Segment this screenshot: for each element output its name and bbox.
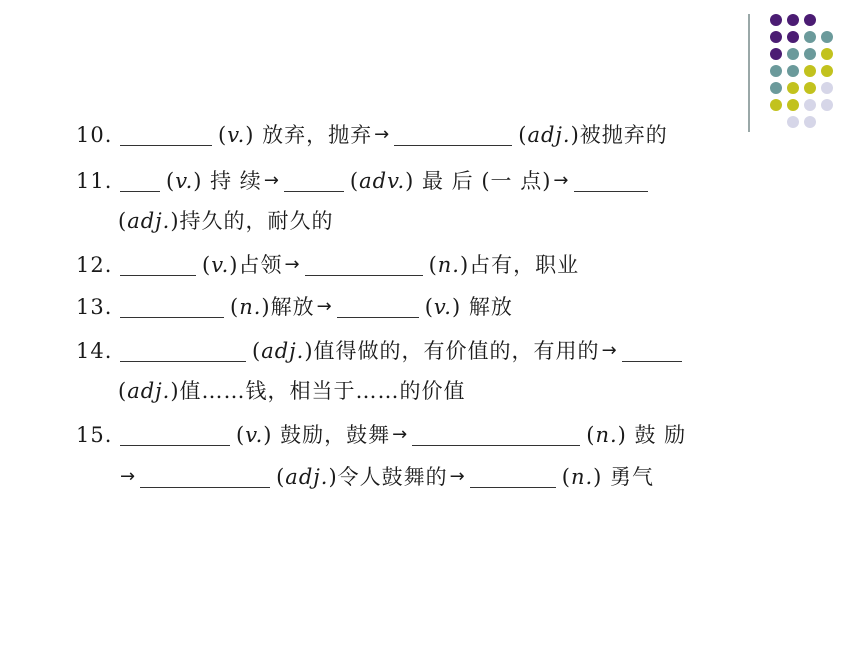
part-of-speech: v. (227, 123, 246, 147)
part-of-speech: v. (245, 423, 264, 447)
item-number: 13. (76, 295, 113, 319)
answer-blank[interactable] (284, 169, 344, 192)
arrow-icon: → (316, 296, 333, 317)
definition-text: )被抛弃的 (570, 123, 668, 147)
decorative-dot (787, 14, 799, 26)
definition-text: ) 鼓 励 (617, 423, 687, 447)
decorative-dot (804, 116, 816, 128)
decorative-dot (770, 82, 782, 94)
arrow-icon: → (553, 170, 570, 191)
definition-text: ) 最 后 (一 点) (405, 169, 552, 193)
exercise-line (76, 244, 579, 278)
part-of-speech: adv. (359, 169, 406, 193)
exercise-line (76, 414, 686, 448)
part-of-speech: v. (175, 169, 194, 193)
decorative-dot (787, 82, 799, 94)
decorative-dot (804, 82, 816, 94)
definition-text: ( (166, 169, 176, 193)
exercise-continuation-line (118, 456, 654, 490)
answer-blank[interactable] (337, 295, 419, 318)
vertical-rule (748, 14, 750, 132)
item-number: 14. (76, 339, 113, 363)
definition-text: )持久的，耐久的 (170, 209, 334, 233)
definition-text: ( (252, 339, 262, 363)
part-of-speech: n. (595, 423, 618, 447)
part-of-speech: n. (239, 295, 262, 319)
answer-blank[interactable] (120, 253, 196, 276)
definition-text: ( (230, 295, 240, 319)
decorative-dot (804, 99, 816, 111)
exercise-line (76, 160, 654, 194)
definition-text: ( (586, 423, 596, 447)
definition-text: ) 解放 (451, 295, 513, 319)
answer-blank[interactable] (140, 465, 270, 488)
exercise-line (76, 286, 513, 320)
definition-text: ) 放弃，抛弃 (245, 123, 373, 147)
answer-blank[interactable] (120, 423, 230, 446)
definition-text: ( (118, 379, 128, 403)
answer-blank[interactable] (622, 339, 682, 362)
decorative-dot (770, 14, 782, 26)
decorative-dot (770, 99, 782, 111)
definition-text: ( (118, 209, 128, 233)
decorative-dot (787, 65, 799, 77)
decorative-dot (787, 31, 799, 43)
definition-text: ) 勇气 (593, 465, 655, 489)
part-of-speech: v. (433, 295, 452, 319)
definition-text: )值……钱，相当于……的价值 (170, 379, 466, 403)
item-number: 11. (76, 169, 113, 193)
arrow-icon: → (120, 466, 137, 487)
answer-blank[interactable] (394, 123, 512, 146)
decorative-dot (821, 31, 833, 43)
definition-text: ( (236, 423, 246, 447)
definition-text: ( (561, 465, 571, 489)
definition-text: )占有，职业 (459, 253, 580, 277)
answer-blank[interactable] (120, 169, 160, 192)
definition-text: ( (518, 123, 528, 147)
answer-blank[interactable] (470, 465, 556, 488)
definition-text: ( (218, 123, 228, 147)
decorative-dot (804, 65, 816, 77)
answer-blank[interactable] (120, 339, 246, 362)
answer-blank[interactable] (120, 295, 224, 318)
part-of-speech: n. (570, 465, 594, 489)
arrow-icon: → (374, 124, 391, 145)
definition-text: ) 持 续 (193, 169, 262, 193)
definition-text: )解放 (261, 295, 315, 319)
decorative-dot (770, 48, 782, 60)
definition-text: )占领 (229, 253, 283, 277)
answer-blank[interactable] (412, 423, 580, 446)
part-of-speech: adj. (127, 209, 171, 233)
decorative-dot (804, 14, 816, 26)
arrow-icon: → (284, 254, 301, 275)
definition-text: ( (276, 465, 286, 489)
definition-text: ) 鼓励，鼓舞 (263, 423, 391, 447)
part-of-speech: adj. (527, 123, 571, 147)
decorative-dot (821, 48, 833, 60)
item-number: 10. (76, 123, 113, 147)
item-number: 12. (76, 253, 113, 277)
exercise-line (76, 114, 668, 148)
exercise-continuation-line (118, 200, 334, 234)
arrow-icon: → (263, 170, 280, 191)
decorative-dot (787, 48, 799, 60)
part-of-speech: adj. (285, 465, 329, 489)
decorative-dot (770, 65, 782, 77)
exercise-continuation-line (118, 370, 466, 404)
decorative-dot (804, 31, 816, 43)
definition-text: ( (349, 169, 360, 193)
decorative-dot (787, 99, 799, 111)
item-number: 15. (76, 423, 113, 447)
arrow-icon: → (449, 466, 466, 487)
decorative-dot (787, 116, 799, 128)
answer-blank[interactable] (120, 123, 212, 146)
definition-text: )令人鼓舞的 (328, 465, 448, 489)
decorative-dot (821, 82, 833, 94)
definition-text: )值得做的，有价值的，有用的 (304, 339, 600, 363)
part-of-speech: n. (437, 253, 460, 277)
decorative-dot (770, 31, 782, 43)
answer-blank[interactable] (574, 169, 648, 192)
part-of-speech: v. (211, 253, 230, 277)
definition-text: ( (202, 253, 212, 277)
exercise-line (76, 330, 688, 364)
definition-text: ( (424, 295, 434, 319)
decorative-dot (821, 99, 833, 111)
definition-text: ( (428, 253, 438, 277)
decorative-dot (821, 65, 833, 77)
part-of-speech: adj. (261, 339, 305, 363)
part-of-speech: adj. (127, 379, 171, 403)
arrow-icon: → (601, 340, 618, 361)
answer-blank[interactable] (305, 253, 423, 276)
decorative-dot (804, 48, 816, 60)
arrow-icon: → (392, 424, 409, 445)
